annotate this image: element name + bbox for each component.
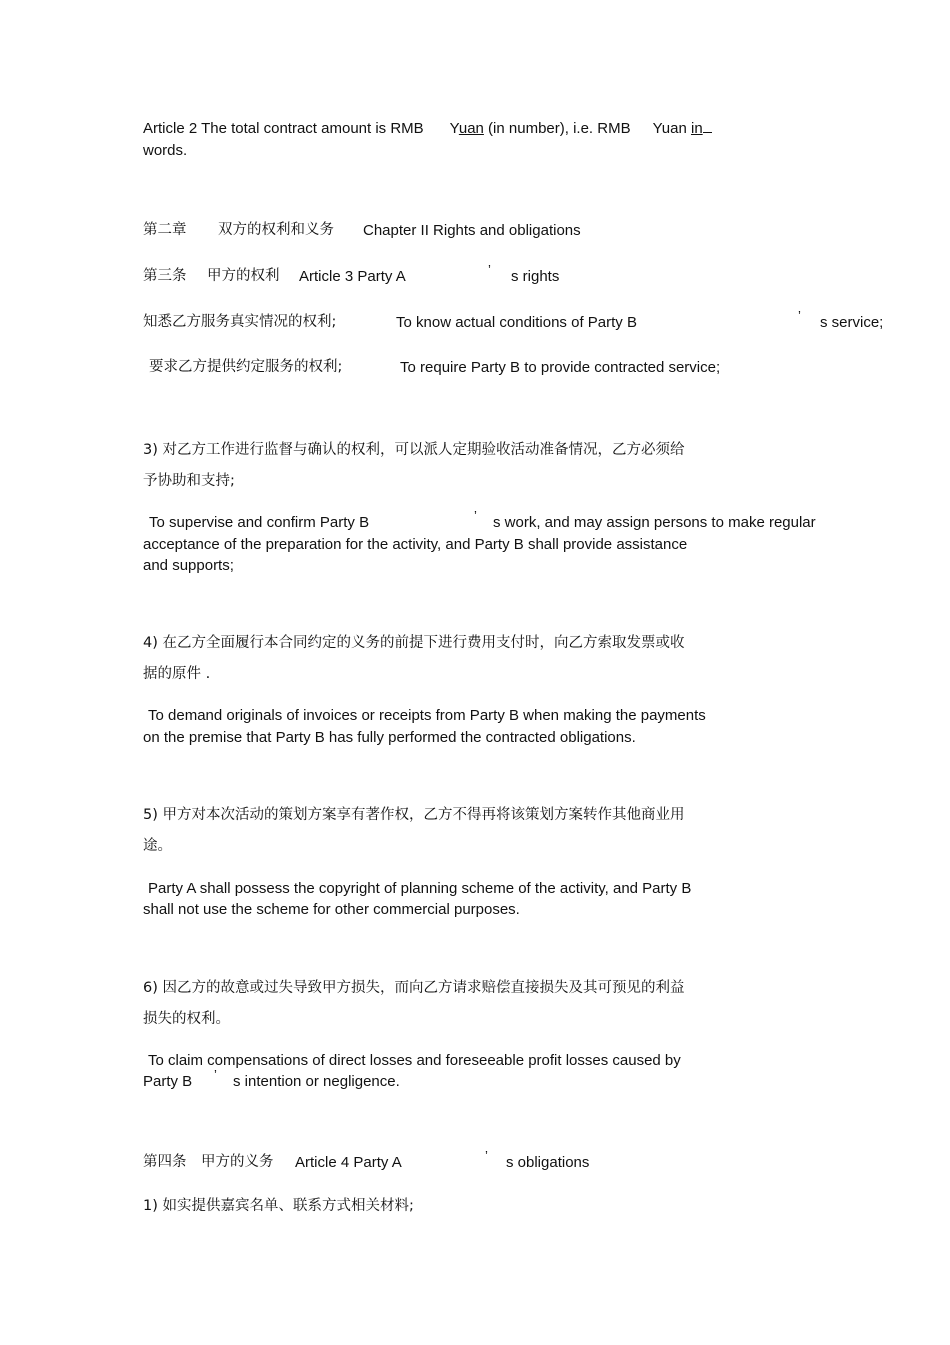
article3-en-title-a: Article 3 Party A bbox=[299, 268, 406, 285]
item1-en-b: s service; bbox=[820, 314, 884, 331]
article2-text-f: in bbox=[690, 120, 703, 137]
article2-text-c: uan bbox=[458, 120, 484, 137]
article2-line2: words. bbox=[143, 142, 188, 159]
article4-cn-title: 甲方的义务 bbox=[201, 1154, 274, 1170]
item3-apostrophe: ’ bbox=[474, 508, 477, 523]
item6-cn-line2: 损失的权利。 bbox=[143, 1011, 230, 1027]
item6-en-line2-b: s intention or negligence. bbox=[233, 1073, 400, 1090]
article2-line1 bbox=[143, 118, 712, 139]
item1-apostrophe: ’ bbox=[798, 308, 801, 323]
item5-en-line1: Party A shall possess the copyright of planning scheme of the activity, and Party B bbox=[148, 880, 692, 897]
item3-cn-line2: 予协助和支持; bbox=[143, 473, 235, 489]
item3-en-line1-a: To supervise and confirm Party B bbox=[149, 514, 370, 531]
item1-en-a: To know actual conditions of Party B bbox=[396, 314, 637, 331]
item6-en-line1: To claim compensations of direct losses and foreseeable profit losses caused by bbox=[148, 1052, 681, 1069]
article3-en-title-b: s rights bbox=[511, 268, 560, 285]
article2-text-e: Yuan bbox=[652, 120, 691, 137]
article2-text-b: Y bbox=[449, 120, 459, 137]
item2-cn: 要求乙方提供约定服务的权利; bbox=[149, 359, 343, 375]
item6-apostrophe: ’ bbox=[214, 1067, 217, 1082]
item6-en-line2-a: Party B bbox=[143, 1073, 193, 1090]
item5-en-line2: shall not use the scheme for other commercial purposes. bbox=[143, 901, 520, 918]
article3-cn-number: 第三条 bbox=[143, 268, 187, 284]
article4-apostrophe: ’ bbox=[485, 1148, 488, 1163]
chapter2-cn-title: 双方的权利和义务 bbox=[218, 222, 334, 238]
item4-cn-line1: 4) 在乙方全面履行本合同约定的义务的前提下进行费用支付时，向乙方索取发票或收 bbox=[143, 635, 685, 651]
item2-en: To require Party B to provide contracted service; bbox=[400, 359, 721, 376]
article4-item1-cn: 1) 如实提供嘉宾名单、联系方式相关材料; bbox=[143, 1198, 414, 1214]
item5-cn-line1: 5) 甲方对本次活动的策划方案享有著作权，乙方不得再将该策划方案转作其他商业用 bbox=[143, 807, 685, 823]
item4-en-line2: on the premise that Party B has fully performed the contracted obligations. bbox=[143, 729, 636, 746]
item5-cn-line2: 途。 bbox=[143, 838, 172, 854]
article3-apostrophe: ’ bbox=[488, 262, 491, 277]
item3-en-line2: acceptance of the preparation for the activity, and Party B shall provide assistance bbox=[143, 536, 688, 553]
blank-underline bbox=[703, 118, 712, 133]
chapter2-cn-number: 第二章 bbox=[143, 222, 187, 238]
item3-en-line1-b: s work, and may assign persons to make regular bbox=[493, 514, 816, 531]
article2-text-a: Article 2 The total contract amount is RMB bbox=[143, 120, 424, 137]
item6-cn-line1: 6) 因乙方的故意或过失导致甲方损失，而向乙方请求赔偿直接损失及其可预见的利益 bbox=[143, 980, 685, 996]
article4-en-title-a: Article 4 Party A bbox=[295, 1154, 402, 1171]
article4-cn-number: 第四条 bbox=[143, 1154, 187, 1170]
article4-en-title-b: s obligations bbox=[506, 1154, 590, 1171]
item4-en-line1: To demand originals of invoices or receipts from Party B when making the payments bbox=[148, 707, 706, 724]
item4-cn-line2: 据的原件 . bbox=[143, 666, 211, 682]
article2-text-d: (in number), i.e. RMB bbox=[483, 120, 631, 137]
item3-cn-line1: 3) 对乙方工作进行监督与确认的权利，可以派人定期验收活动准备情况，乙方必须给 bbox=[143, 442, 685, 458]
item3-en-line3: and supports; bbox=[143, 557, 234, 574]
chapter2-en-title: Chapter II Rights and obligations bbox=[363, 222, 581, 239]
article3-cn-title: 甲方的权利 bbox=[207, 268, 280, 284]
item1-cn: 知悉乙方服务真实情况的权利; bbox=[143, 314, 337, 330]
